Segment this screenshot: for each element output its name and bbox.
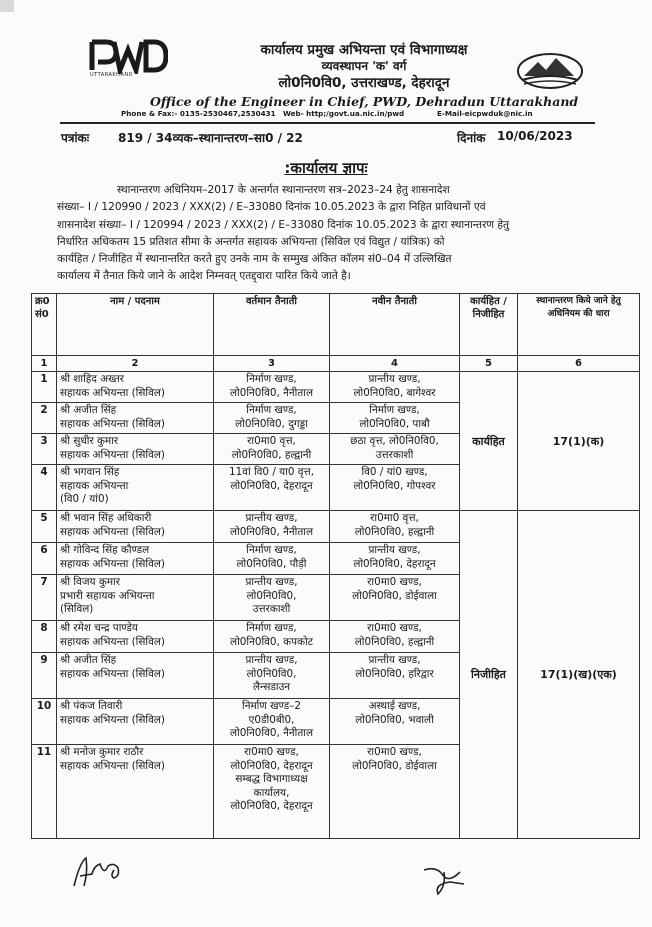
paragraph-line: स्थानान्तरण अधिनियम–2017 के अन्तर्गत स्थानान्तरण सत्र–2023–24 हेतु शासनादेश [117,184,450,196]
col-header-section: स्थानान्तरण किये जाने हेतु अधिनियम की धारा [518,294,640,356]
col-header-name: नाम / पदनाम [57,294,214,356]
row-new-posting: निर्माण खण्ड, लो0नि0वि0, पाबौ [330,403,460,434]
row-new-posting: रा0मा0 खण्ड, लो0नि0वि0, हल्द्वानी [330,621,460,653]
office-location-hindi: लो0नि0वि0, उत्तराखण्ड, देहरादून [278,75,450,91]
row-sn: 2 [32,403,57,434]
row-new-posting: छठा वृत्त, लो0नि0वि0, उत्तरकाशी [330,434,460,465]
table-header-row [32,294,640,356]
row-name: श्री अजीत सिंह सहायक अभियन्ता (सिविल) [57,403,214,434]
column-number: 1 [32,356,57,372]
column-number: 2 [57,356,214,372]
office-title-hindi: कार्यालय प्रमुख अभियन्ता एवं विभागाध्यक्ष [260,42,468,58]
row-name: श्री विजय कुमार प्रभारी सहायक अभियन्ता (सिविल) [57,575,214,621]
row-sn: 9 [32,653,57,699]
row-new-posting: रा0मा0 खण्ड, लो0नि0वि0, डोईवाला [330,745,460,839]
col-header-sn: क्र0 सं0 [32,294,57,356]
row-name: श्री गोविन्द सिंह कौण्डल सहायक अभियन्ता (सिविल) [57,543,214,575]
paragraph-line: संख्या– I / 120990 / 2023 / XXX(2) / E–33080 दिनांक 10.05.2023 के द्वारा निहित प्राविधानों एवं [57,201,486,214]
phone-fax: Phone & Fax:- 0135-2530467,2530431 [121,109,276,118]
memo-title: :कार्यालय ज्ञापः [284,159,368,177]
row-name: श्री शाहिद अख्तर सहायक अभियन्ता (सिविल) [57,372,214,403]
column-number: 4 [330,356,460,372]
row-current-posting: प्रान्तीय खण्ड, लो0नि0वि0, उत्तरकाशी [214,575,330,621]
act-section-cell: 17(1)(ख)(एक) [518,511,640,839]
row-sn: 3 [32,434,57,465]
logo-caption: UTTARAKHAND [90,72,133,78]
column-number: 3 [214,356,330,372]
paragraph-line: कार्यहित / निजीहित में स्थानान्तरित करते हुए उनके नाम के सम्मुख अंकित कॉलम सं0–04 में उल्लिखित [57,253,452,266]
interest-type-cell: कार्यहित [460,372,518,511]
row-sn: 10 [32,699,57,745]
pwd-logo [88,38,168,84]
row-current-posting: निर्माण खण्ड–2 ए0डी0बी0, लो0नि0वि0, नैनीताल [214,699,330,745]
table-row [32,372,640,403]
mountain-emblem-icon [516,52,584,90]
email: E-Mail-eicpwduk@nic.in [437,109,533,118]
right-signature [420,862,470,898]
row-name: श्री मनोज कुमार राठौर सहायक अभियन्ता (सिविल) [57,745,214,839]
act-section-cell: 17(1)(क) [518,372,640,511]
row-sn: 6 [32,543,57,575]
row-current-posting: निर्माण खण्ड, लो0नि0वि0, दुगड्डा [214,403,330,434]
website: Web- http;/govt.ua.nic.in/pwd [283,109,405,118]
row-sn: 4 [32,465,57,511]
row-sn: 5 [32,511,57,543]
row-new-posting: रा0मा0 वृत्त, लो0नि0वि0, हल्द्वानी [330,511,460,543]
row-current-posting: रा0मा0 वृत्त, लो0नि0वि0, हल्द्वानी [214,434,330,465]
pwd-logo-icon [88,38,168,74]
header-divider [60,122,595,124]
date-label: दिनांक [457,131,486,145]
paragraph-line: शासनादेश संख्या– I / 120994 / 2023 / XXX(2) / E–33080 दिनांक 10.05.2023 के द्वारा स्थानान्तरण हेतु [57,218,510,231]
row-name: श्री सुधीर कुमार सहायक अभियन्ता (सिविल) [57,434,214,465]
row-new-posting: प्रान्तीय खण्ड, लो0नि0वि0, देहरादून [330,543,460,575]
left-signature [70,852,140,892]
interest-type-cell: निजीहित [460,511,518,839]
row-current-posting: प्रान्तीय खण्ड, लो0नि0वि0, लैन्सडाउन [214,653,330,699]
row-name: श्री रमेश चन्द्र पाण्डेय सहायक अभियन्ता (सिविल) [57,621,214,653]
transfer-table [31,293,640,839]
column-number: 6 [518,356,640,372]
row-new-posting: रा0मा0 खण्ड, लो0नि0वि0, डोईवाला [330,575,460,621]
paragraph-line: कार्यालय में तैनात किये जाने के आदेश निम्नवत् एतद्द्वारा पारित किये जाते है। [57,270,351,283]
table-row [32,511,640,543]
row-new-posting: प्रान्तीय खण्ड, लो0नि0वि0, बागेश्वर [330,372,460,403]
row-current-posting: निर्माण खण्ड, लो0नि0वि0, नैनीताल [214,372,330,403]
memo-paragraph [57,182,590,286]
row-name: श्री भगवान सिंह सहायक अभियन्ता (वि0 / यां0) [57,465,214,511]
row-sn: 11 [32,745,57,839]
office-subtitle-hindi: व्यवस्थापन 'क' वर्ग [321,59,407,73]
row-current-posting: निर्माण खण्ड, लो0नि0वि0, पौड़ी [214,543,330,575]
column-number-row [32,356,640,372]
reference-label: पत्रांकः [61,131,90,145]
column-number: 5 [460,356,518,372]
row-current-posting: प्रान्तीय खण्ड, लो0नि0वि0, नैनीताल [214,511,330,543]
row-new-posting: प्रान्तीय खण्ड, लो0नि0वि0, हरिद्वार [330,653,460,699]
row-sn: 7 [32,575,57,621]
row-new-posting: अस्थाई खण्ड, लो0नि0वि0, भवाली [330,699,460,745]
row-current-posting: 11वां वि0 / या0 वृत्त, लो0नि0वि0, देहरादून [214,465,330,511]
page-fold-corner [0,0,14,12]
row-name: श्री अजीत सिंह सहायक अभियन्ता (सिविल) [57,653,214,699]
row-new-posting: वि0 / यां0 खण्ड, लो0नि0वि0, गोपश्वर [330,465,460,511]
row-sn: 8 [32,621,57,653]
row-sn: 1 [32,372,57,403]
row-name: श्री भवान सिंह अधिकारी सहायक अभियन्ता (सिविल) [57,511,214,543]
paragraph-line: निर्धारित अधिकतम 15 प्रतिशत सीमा के अन्तर्गत सहायक अभियन्ता (सिविल एवं विद्युत / यांत्रिक) को [57,235,445,248]
row-name: श्री पंकज तिवारी सहायक अभियन्ता (सिविल) [57,699,214,745]
uttarakhand-emblem [516,52,584,90]
col-header-new: नवीन तैनाती [330,294,460,356]
date-value: 10/06/2023 [497,129,573,143]
row-current-posting: निर्माण खण्ड, लो0नि0वि0, कपकोट [214,621,330,653]
reference-number: 819 / 34व्यक–स्थानान्तरण–सा0 / 22 [118,131,303,145]
row-current-posting: रा0मा0 खण्ड, लो0नि0वि0, देहरादून सम्बद्ध विभागाध्यक्ष कार्यालय, लो0नि0वि0, देहरादून [214,745,330,839]
col-header-current: वर्तमान तैनाती [214,294,330,356]
office-title-english: Office of the Engineer in Chief, PWD, Dehradun Uttarakhand [150,94,579,109]
col-header-interest: कार्यहित / निजीहित [460,294,518,356]
